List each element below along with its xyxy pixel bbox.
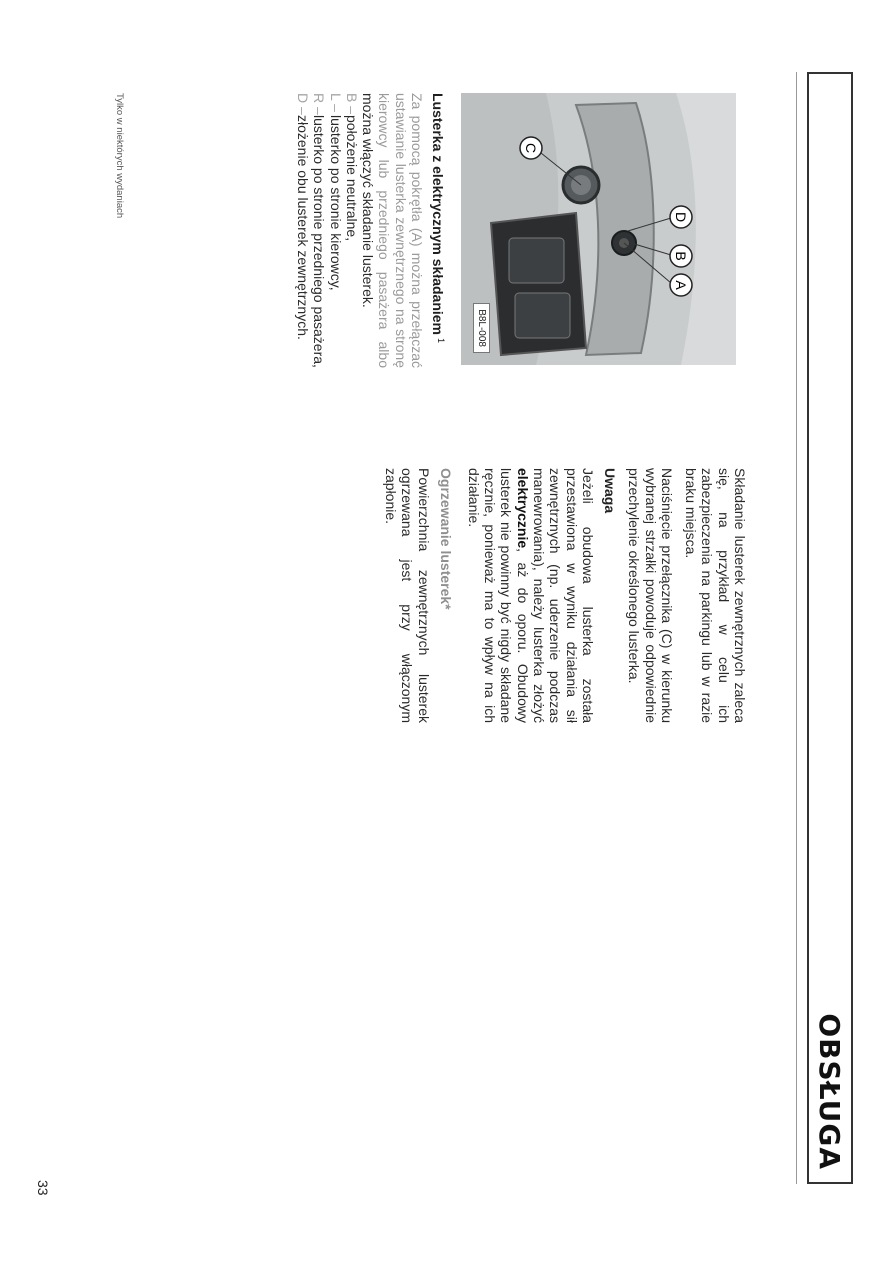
intro-faded-text: Za pomocą pokrętła (A) można przełączać ustawianie lusterka zewnętrznego na stronę kierowcy lub przedniego pasażera albo <box>376 93 425 368</box>
mirror-heating-paragraph: Powierzchnia zewnętrznych lusterek ogrzewana jest przy włączonym zapłonie. <box>382 468 432 723</box>
right-column <box>375 468 748 723</box>
svg-text:B: B <box>673 251 689 261</box>
section-header-bar <box>807 72 853 1184</box>
header-divider <box>796 72 797 1184</box>
legend-item: L – lusterko po stronie kierowcy, <box>327 93 344 291</box>
mirror-control-illustration <box>461 93 736 365</box>
page-footnote: Tylko w niektórych wydaniach <box>114 93 125 219</box>
knob-position-legend <box>295 93 360 368</box>
note-heading: Uwaga <box>601 468 618 514</box>
svg-text:D: D <box>673 211 689 223</box>
folding-recommendation-paragraph: Składanie lusterek zewnętrznych zaleca się, na przykład w celu ich zabezpieczenia na parkingu lub w razie braku miejsca. <box>683 468 748 723</box>
figure-code: B8L-008 <box>473 303 490 353</box>
page-number: 33 <box>35 1180 51 1196</box>
svg-text:C: C <box>523 142 539 154</box>
callout-d <box>670 206 692 228</box>
callout-c <box>520 137 542 159</box>
footnote-marker: 1 <box>436 338 446 344</box>
callout-b <box>670 245 692 267</box>
folding-intro-paragraph <box>360 93 425 368</box>
legend-item: D – złożenie obu lusterek zewnętrznych. <box>294 93 311 340</box>
svg-text:A: A <box>673 280 689 290</box>
folding-mirrors-heading: Lusterka z elektrycznym składaniem$^1$ <box>430 93 446 344</box>
intro-regular-text: można włączyć składanie lusterek. <box>360 93 377 308</box>
mirror-control-photo <box>461 93 736 365</box>
note-paragraph: Jeżeli obudowa lusterka została przestawiona w wyniku działania sił zewnętrznych (np. uderzenie podczas manewrowania), należy lusterka złożyć elektrycznie, aż do oporu. Obudowy lusterek nie powinny być nigdy składane ręcznie, ponieważ ma to wpływ na ich działanie. <box>465 468 596 723</box>
mirror-heating-heading: Ogrzewanie lusterek* <box>437 468 454 610</box>
left-column <box>295 93 446 368</box>
legend-item: B – położenie neutralne, <box>343 93 360 242</box>
legend-item: R – lusterko po stronie przedniego pasażera, <box>311 93 328 368</box>
section-title: OBSŁUGA <box>813 1013 846 1170</box>
callout-a <box>670 274 692 296</box>
switch-c-paragraph: Naciśnięcie przełącznika (C) w kierunku wybranej strzałki powoduje odpowiednie przechylenie określonego lusterka. <box>626 468 675 723</box>
note-bold-word: elektrycznie <box>514 468 531 549</box>
